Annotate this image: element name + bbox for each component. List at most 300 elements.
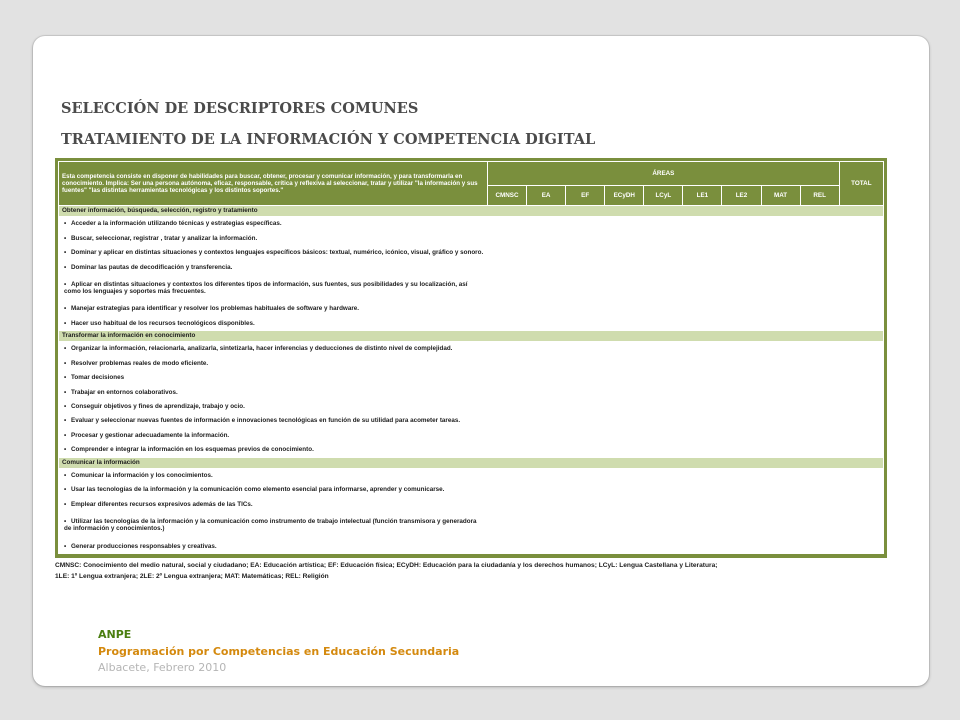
- bullet-icon: •: [64, 417, 67, 425]
- total-cell[interactable]: [839, 428, 883, 442]
- area-score-cell[interactable]: [566, 231, 605, 245]
- descriptor-cell: [59, 414, 488, 428]
- area-score-cell[interactable]: [683, 468, 722, 482]
- descriptor-row: [59, 316, 884, 330]
- descriptor-text: Dominar las pautas de decodificación y transferencia.: [71, 263, 233, 271]
- area-score-cell[interactable]: [605, 370, 644, 384]
- area-score-cell[interactable]: [683, 385, 722, 399]
- area-score-cell[interactable]: [566, 217, 605, 231]
- area-score-cell[interactable]: [487, 414, 526, 428]
- descriptor-text: Comprender e integrar la información en los esquemas previos de conocimiento.: [71, 446, 314, 454]
- area-score-cell[interactable]: [605, 497, 644, 511]
- area-score-cell[interactable]: [644, 414, 683, 428]
- descriptor-text: Utilizar las tecnologías de la información y la comunicación como instrumento de trabajo intelectual (función transmisora y generadora de información y conocimientos.): [64, 518, 477, 533]
- descriptor-cell: [59, 399, 488, 413]
- area-score-cell[interactable]: [761, 385, 800, 399]
- descriptor-row: [59, 231, 884, 245]
- descriptor-row: [59, 428, 884, 442]
- area-score-cell[interactable]: [722, 370, 761, 384]
- total-cell[interactable]: [839, 245, 883, 259]
- area-score-cell[interactable]: [800, 428, 839, 442]
- area-score-cell[interactable]: [644, 231, 683, 245]
- abbreviation-legend: [55, 560, 895, 582]
- descriptor-text: Trabajar en entornos colaborativos.: [71, 388, 178, 396]
- area-score-cell[interactable]: [566, 468, 605, 482]
- area-score-cell[interactable]: [527, 443, 566, 457]
- section-row: [59, 331, 884, 342]
- total-cell[interactable]: [839, 468, 883, 482]
- area-score-cell[interactable]: [487, 512, 526, 539]
- area-score-cell[interactable]: [644, 302, 683, 316]
- area-score-cell[interactable]: [487, 468, 526, 482]
- descriptor-cell: [59, 483, 488, 497]
- area-column-header: MAT: [761, 186, 800, 206]
- descriptor-row: [59, 274, 884, 301]
- area-score-cell[interactable]: [722, 217, 761, 231]
- area-score-cell[interactable]: [761, 468, 800, 482]
- bullet-icon: •: [64, 220, 67, 228]
- area-score-cell[interactable]: [605, 217, 644, 231]
- descriptor-row: [59, 512, 884, 539]
- area-score-cell[interactable]: [800, 414, 839, 428]
- area-score-cell[interactable]: [800, 385, 839, 399]
- area-score-cell[interactable]: [761, 274, 800, 301]
- area-score-cell[interactable]: [722, 428, 761, 442]
- area-score-cell[interactable]: [566, 399, 605, 413]
- descriptor-cell: [59, 217, 488, 231]
- descriptor-row: [59, 539, 884, 554]
- area-score-cell[interactable]: [761, 302, 800, 316]
- area-score-cell[interactable]: [566, 428, 605, 442]
- area-score-cell[interactable]: [605, 231, 644, 245]
- descriptor-row: [59, 217, 884, 231]
- descriptor-cell: [59, 274, 488, 301]
- descriptor-row: [59, 414, 884, 428]
- bullet-icon: •: [64, 305, 67, 313]
- bullet-icon: •: [64, 263, 67, 271]
- area-score-cell[interactable]: [487, 302, 526, 316]
- area-score-cell[interactable]: [644, 468, 683, 482]
- descriptor-cell: [59, 385, 488, 399]
- bullet-icon: •: [64, 518, 67, 526]
- total-cell[interactable]: [839, 274, 883, 301]
- section-row: [59, 206, 884, 217]
- area-score-cell[interactable]: [683, 443, 722, 457]
- area-score-cell[interactable]: [722, 483, 761, 497]
- area-score-cell[interactable]: [605, 385, 644, 399]
- slide-subtitle: TRATAMIENTO DE LA INFORMACIÓN Y COMPETENCIA DIGITAL: [61, 131, 596, 148]
- area-score-cell[interactable]: [722, 497, 761, 511]
- area-score-cell[interactable]: [605, 316, 644, 330]
- area-score-cell[interactable]: [605, 483, 644, 497]
- descriptor-table-frame: [55, 158, 887, 558]
- footer-organization: ANPE: [98, 628, 132, 641]
- total-cell[interactable]: [839, 260, 883, 274]
- area-score-cell[interactable]: [644, 356, 683, 370]
- area-score-cell[interactable]: [605, 245, 644, 259]
- descriptor-row: [59, 468, 884, 482]
- area-score-cell[interactable]: [644, 539, 683, 554]
- area-score-cell[interactable]: [644, 428, 683, 442]
- total-cell[interactable]: [839, 443, 883, 457]
- section-heading: Obtener información, búsqueda, selección, registro y tratamiento: [59, 206, 884, 217]
- area-score-cell[interactable]: [527, 370, 566, 384]
- area-score-cell[interactable]: [605, 539, 644, 554]
- area-score-cell[interactable]: [487, 342, 526, 356]
- bullet-icon: •: [64, 280, 67, 288]
- total-cell[interactable]: [839, 497, 883, 511]
- area-score-cell[interactable]: [487, 274, 526, 301]
- area-score-cell[interactable]: [683, 483, 722, 497]
- area-score-cell[interactable]: [527, 512, 566, 539]
- area-score-cell[interactable]: [722, 443, 761, 457]
- area-column-header: REL: [800, 186, 839, 206]
- area-score-cell[interactable]: [566, 356, 605, 370]
- legend-line-2: 1LE: 1º Lengua extranjera; 2LE: 2º Lengua extranjera; MAT: Matemáticas; REL: Religión: [55, 573, 329, 580]
- area-column-header: LE2: [722, 186, 761, 206]
- area-score-cell[interactable]: [800, 274, 839, 301]
- area-score-cell[interactable]: [605, 428, 644, 442]
- area-score-cell[interactable]: [644, 274, 683, 301]
- area-score-cell[interactable]: [566, 245, 605, 259]
- descriptor-text: Comunicar la información y los conocimientos.: [71, 471, 213, 479]
- area-score-cell[interactable]: [761, 217, 800, 231]
- area-score-cell[interactable]: [683, 512, 722, 539]
- area-score-cell[interactable]: [566, 385, 605, 399]
- area-score-cell[interactable]: [800, 231, 839, 245]
- bullet-icon: •: [64, 345, 67, 353]
- area-score-cell[interactable]: [566, 316, 605, 330]
- area-score-cell[interactable]: [566, 539, 605, 554]
- descriptor-text: Hacer uso habitual de los recursos tecnológicos disponibles.: [71, 319, 255, 327]
- area-score-cell[interactable]: [800, 399, 839, 413]
- area-column-header: LE1: [683, 186, 722, 206]
- total-cell[interactable]: [839, 385, 883, 399]
- bullet-icon: •: [64, 374, 67, 382]
- area-score-cell[interactable]: [722, 342, 761, 356]
- area-score-cell[interactable]: [566, 370, 605, 384]
- area-score-cell[interactable]: [683, 428, 722, 442]
- area-score-cell[interactable]: [761, 260, 800, 274]
- bullet-icon: •: [64, 431, 67, 439]
- area-score-cell[interactable]: [683, 342, 722, 356]
- area-column-header: CMNSC: [487, 186, 526, 206]
- area-score-cell[interactable]: [722, 356, 761, 370]
- area-score-cell[interactable]: [761, 428, 800, 442]
- area-score-cell[interactable]: [487, 356, 526, 370]
- area-score-cell[interactable]: [487, 260, 526, 274]
- area-score-cell[interactable]: [800, 512, 839, 539]
- area-score-cell[interactable]: [644, 342, 683, 356]
- area-column-header: EF: [566, 186, 605, 206]
- descriptor-text: Usar las tecnologías de la información y la comunicación como elemento esencial para informarse, aprender y comunicarse.: [71, 486, 445, 494]
- area-score-cell[interactable]: [761, 497, 800, 511]
- area-score-cell[interactable]: [487, 539, 526, 554]
- area-score-cell[interactable]: [605, 260, 644, 274]
- area-score-cell[interactable]: [527, 385, 566, 399]
- area-score-cell[interactable]: [800, 483, 839, 497]
- area-score-cell[interactable]: [527, 231, 566, 245]
- area-score-cell[interactable]: [566, 483, 605, 497]
- area-score-cell[interactable]: [487, 316, 526, 330]
- section-heading: Transformar la información en conocimiento: [59, 331, 884, 342]
- descriptor-cell: [59, 428, 488, 442]
- descriptor-text: Aplicar en distintas situaciones y contextos los diferentes tipos de información, sus fuentes, sus posibilidades y su localización, así como los lenguajes y soportes más frecuentes.: [64, 280, 468, 295]
- area-score-cell[interactable]: [800, 342, 839, 356]
- descriptor-row: [59, 385, 884, 399]
- bullet-icon: •: [64, 388, 67, 396]
- slide-title: SELECCIÓN DE DESCRIPTORES COMUNES: [61, 100, 419, 117]
- area-score-cell[interactable]: [761, 316, 800, 330]
- area-score-cell[interactable]: [800, 245, 839, 259]
- area-score-cell[interactable]: [761, 231, 800, 245]
- area-score-cell[interactable]: [487, 231, 526, 245]
- area-score-cell[interactable]: [566, 260, 605, 274]
- area-score-cell[interactable]: [722, 316, 761, 330]
- total-cell[interactable]: [839, 512, 883, 539]
- area-score-cell[interactable]: [644, 370, 683, 384]
- bullet-icon: •: [64, 234, 67, 242]
- area-score-cell[interactable]: [683, 370, 722, 384]
- area-score-cell[interactable]: [527, 468, 566, 482]
- area-score-cell[interactable]: [487, 483, 526, 497]
- area-column-header: ECyDH: [605, 186, 644, 206]
- bullet-icon: •: [64, 542, 67, 550]
- area-score-cell[interactable]: [722, 245, 761, 259]
- area-score-cell[interactable]: [566, 302, 605, 316]
- area-score-cell[interactable]: [527, 260, 566, 274]
- area-score-cell[interactable]: [722, 385, 761, 399]
- total-cell[interactable]: [839, 414, 883, 428]
- area-score-cell[interactable]: [605, 468, 644, 482]
- area-score-cell[interactable]: [761, 443, 800, 457]
- area-score-cell[interactable]: [487, 443, 526, 457]
- footer-subtitle: Programación por Competencias en Educación Secundaria: [98, 645, 460, 658]
- area-score-cell[interactable]: [800, 497, 839, 511]
- area-score-cell[interactable]: [566, 342, 605, 356]
- descriptor-row: [59, 356, 884, 370]
- area-score-cell[interactable]: [800, 356, 839, 370]
- descriptor-text: Conseguir objetivos y fines de aprendizaje, trabajo y ocio.: [71, 402, 245, 410]
- area-score-cell[interactable]: [683, 231, 722, 245]
- total-cell[interactable]: [839, 342, 883, 356]
- area-score-cell[interactable]: [683, 245, 722, 259]
- area-score-cell[interactable]: [644, 260, 683, 274]
- area-score-cell[interactable]: [527, 497, 566, 511]
- area-score-cell[interactable]: [605, 399, 644, 413]
- section-row: [59, 457, 884, 468]
- area-column-header: LCyL: [644, 186, 683, 206]
- bullet-icon: •: [64, 471, 67, 479]
- descriptor-cell: [59, 316, 488, 330]
- descriptor-row: [59, 302, 884, 316]
- area-score-cell[interactable]: [800, 260, 839, 274]
- area-score-cell[interactable]: [644, 443, 683, 457]
- area-score-cell[interactable]: [527, 316, 566, 330]
- area-score-cell[interactable]: [566, 512, 605, 539]
- descriptor-row: [59, 245, 884, 259]
- total-cell[interactable]: [839, 231, 883, 245]
- area-score-cell[interactable]: [527, 539, 566, 554]
- bullet-icon: •: [64, 319, 67, 327]
- area-score-cell[interactable]: [683, 539, 722, 554]
- total-header: TOTAL: [839, 162, 883, 206]
- area-score-cell[interactable]: [644, 385, 683, 399]
- total-cell[interactable]: [839, 399, 883, 413]
- area-score-cell[interactable]: [800, 443, 839, 457]
- area-score-cell[interactable]: [800, 539, 839, 554]
- descriptor-cell: [59, 356, 488, 370]
- area-score-cell[interactable]: [722, 539, 761, 554]
- area-score-cell[interactable]: [722, 512, 761, 539]
- descriptor-text: Resolver problemas reales de modo eficiente.: [71, 359, 209, 367]
- area-score-cell[interactable]: [644, 217, 683, 231]
- area-score-cell[interactable]: [487, 497, 526, 511]
- area-score-cell[interactable]: [566, 274, 605, 301]
- area-score-cell[interactable]: [644, 497, 683, 511]
- descriptor-text: Generar producciones responsables y creativas.: [71, 542, 217, 550]
- descriptor-row: [59, 399, 884, 413]
- area-score-cell[interactable]: [566, 443, 605, 457]
- area-score-cell[interactable]: [761, 414, 800, 428]
- descriptor-cell: [59, 342, 488, 356]
- descriptor-text: Evaluar y seleccionar nuevas fuentes de información e innovaciones tecnológicas en función de su utilidad para acometer tareas.: [71, 417, 461, 425]
- area-score-cell[interactable]: [683, 399, 722, 413]
- footer-place-date: Albacete, Febrero 2010: [98, 661, 227, 674]
- area-column-header: EA: [527, 186, 566, 206]
- area-score-cell[interactable]: [527, 428, 566, 442]
- descriptor-text: Manejar estrategias para identificar y resolver los problemas habituales de software y hardware.: [71, 305, 360, 313]
- area-score-cell[interactable]: [487, 428, 526, 442]
- areas-header: ÁREAS: [487, 162, 839, 186]
- area-score-cell[interactable]: [722, 260, 761, 274]
- area-score-cell[interactable]: [761, 245, 800, 259]
- area-score-cell[interactable]: [527, 342, 566, 356]
- area-score-cell[interactable]: [800, 217, 839, 231]
- descriptor-cell: [59, 302, 488, 316]
- area-score-cell[interactable]: [800, 468, 839, 482]
- descriptor-text: Emplear diferentes recursos expresivos además de las TICs.: [71, 500, 253, 508]
- total-cell[interactable]: [839, 302, 883, 316]
- competence-intro: Esta competencia consiste en disponer de habilidades para buscar, obtener, procesar y comunicar información, y para transformarla en conocimiento. Implica: Ser una persona autónoma, eficaz, responsable, crítica y reflexiva al seleccionar, tratar y utilizar "la información y sus fuentes" "las distintas herramientas tecnológicas y los distintos soportes.": [59, 162, 488, 206]
- descriptor-row: [59, 342, 884, 356]
- total-cell[interactable]: [839, 483, 883, 497]
- total-cell[interactable]: [839, 356, 883, 370]
- area-score-cell[interactable]: [761, 512, 800, 539]
- descriptor-text: Dominar y aplicar en distintas situaciones y contextos lenguajes específicos básicos: textual, numérico, icónico, visual, gráfico y sonoro.: [71, 249, 484, 257]
- area-score-cell[interactable]: [761, 399, 800, 413]
- bullet-icon: •: [64, 446, 67, 454]
- area-score-cell[interactable]: [683, 274, 722, 301]
- area-score-cell[interactable]: [644, 483, 683, 497]
- area-score-cell[interactable]: [644, 399, 683, 413]
- total-cell[interactable]: [839, 217, 883, 231]
- area-score-cell[interactable]: [566, 414, 605, 428]
- descriptor-cell: [59, 245, 488, 259]
- area-score-cell[interactable]: [761, 342, 800, 356]
- area-score-cell[interactable]: [527, 399, 566, 413]
- descriptor-cell: [59, 468, 488, 482]
- area-score-cell[interactable]: [683, 497, 722, 511]
- bullet-icon: •: [64, 486, 67, 494]
- descriptor-row: [59, 370, 884, 384]
- descriptor-text: Organizar la información, relacionarla, analizarla, sintetizarla, hacer inferencias y deducciones de distinto nivel de complejidad.: [71, 345, 453, 353]
- area-score-cell[interactable]: [683, 414, 722, 428]
- area-score-cell[interactable]: [761, 356, 800, 370]
- area-score-cell[interactable]: [722, 414, 761, 428]
- area-score-cell[interactable]: [683, 356, 722, 370]
- descriptor-cell: [59, 443, 488, 457]
- area-score-cell[interactable]: [800, 370, 839, 384]
- area-score-cell[interactable]: [605, 512, 644, 539]
- area-score-cell[interactable]: [487, 399, 526, 413]
- descriptor-row: [59, 260, 884, 274]
- descriptor-row: [59, 483, 884, 497]
- area-score-cell[interactable]: [487, 370, 526, 384]
- descriptor-row: [59, 497, 884, 511]
- area-score-cell[interactable]: [605, 274, 644, 301]
- area-score-cell[interactable]: [683, 302, 722, 316]
- area-score-cell[interactable]: [527, 302, 566, 316]
- area-score-cell[interactable]: [644, 512, 683, 539]
- descriptor-text: Tomar decisiones: [71, 374, 125, 382]
- descriptor-text: Buscar, seleccionar, registrar , tratar y analizar la información.: [71, 234, 258, 242]
- area-score-cell[interactable]: [527, 274, 566, 301]
- area-score-cell[interactable]: [722, 231, 761, 245]
- area-score-cell[interactable]: [605, 356, 644, 370]
- area-score-cell[interactable]: [644, 245, 683, 259]
- area-score-cell[interactable]: [683, 217, 722, 231]
- descriptor-cell: [59, 231, 488, 245]
- total-cell[interactable]: [839, 539, 883, 554]
- area-score-cell[interactable]: [527, 217, 566, 231]
- area-score-cell[interactable]: [605, 302, 644, 316]
- area-score-cell[interactable]: [722, 468, 761, 482]
- descriptor-cell: [59, 497, 488, 511]
- area-score-cell[interactable]: [527, 414, 566, 428]
- area-score-cell[interactable]: [605, 342, 644, 356]
- area-score-cell[interactable]: [800, 316, 839, 330]
- area-score-cell[interactable]: [722, 399, 761, 413]
- total-cell[interactable]: [839, 316, 883, 330]
- area-score-cell[interactable]: [527, 483, 566, 497]
- area-score-cell[interactable]: [605, 414, 644, 428]
- area-score-cell[interactable]: [761, 483, 800, 497]
- area-score-cell[interactable]: [487, 217, 526, 231]
- area-score-cell[interactable]: [800, 302, 839, 316]
- bullet-icon: •: [64, 359, 67, 367]
- descriptor-text: Procesar y gestionar adecuadamente la información.: [71, 431, 230, 439]
- area-score-cell[interactable]: [487, 385, 526, 399]
- area-score-cell[interactable]: [683, 316, 722, 330]
- descriptor-cell: [59, 539, 488, 554]
- descriptor-cell: [59, 512, 488, 539]
- descriptor-table: [58, 161, 884, 554]
- area-score-cell[interactable]: [527, 356, 566, 370]
- area-score-cell[interactable]: [487, 245, 526, 259]
- area-score-cell[interactable]: [761, 539, 800, 554]
- area-score-cell[interactable]: [761, 370, 800, 384]
- area-score-cell[interactable]: [644, 316, 683, 330]
- area-score-cell[interactable]: [605, 443, 644, 457]
- area-score-cell[interactable]: [566, 497, 605, 511]
- total-cell[interactable]: [839, 370, 883, 384]
- area-score-cell[interactable]: [527, 245, 566, 259]
- area-score-cell[interactable]: [722, 274, 761, 301]
- area-score-cell[interactable]: [683, 260, 722, 274]
- section-heading: Comunicar la información: [59, 457, 884, 468]
- area-score-cell[interactable]: [722, 302, 761, 316]
